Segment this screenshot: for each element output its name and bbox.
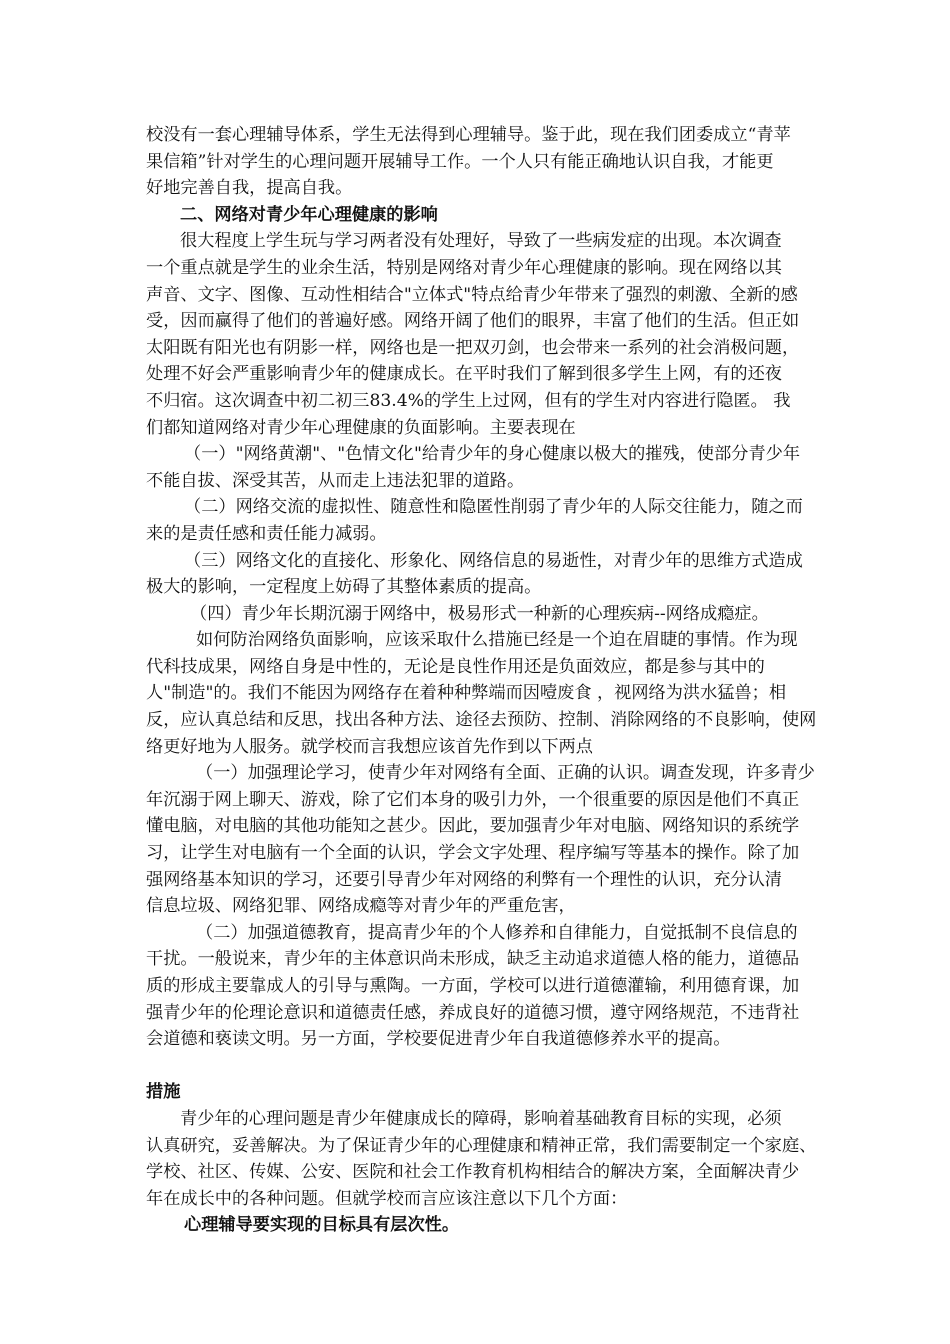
text-line: 一个重点就是学生的业余生活，特别是网络对青少年心理健康的影响。现在网络以其 (146, 257, 782, 278)
text-line: 太阳既有阳光也有阴影一样，网络也是一把双刃剑，也会带来一系列的社会消极问题， (146, 337, 800, 358)
text-line: （一）"网络黄潮"、"色情文化"给青少年的身心健康以极大的摧残，使部分青少年 (184, 444, 801, 465)
text-line: 年沉溺于网上聊天、游戏，除了它们本身的吸引力外，一个很重要的原因是他们不真正 (146, 789, 800, 810)
text-line: 好地完善自我，提高自我。 (146, 178, 353, 199)
text-line: 极大的影响，一定程度上妨碍了其整体素质的提高。 (146, 577, 542, 598)
document-body (146, 122, 852, 1239)
text-line: 校没有一套心理辅导体系，学生无法得到心理辅导。鉴于此，现在我们团委成立“青苹 (146, 125, 791, 145)
text-line: 们都知道网络对青少年心理健康的负面影响。主要表现在 (146, 417, 576, 438)
text-line: 强青少年的伦理论意识和道德责任感，养成良好的道德习惯，遵守网络规范，不违背社 (146, 1002, 800, 1023)
text-line: 强网络基本知识的学习，还要引导青少年对网络的利弊有一个理性的认识，充分认清 (146, 869, 782, 890)
text-line: 懂电脑，对电脑的其他功能知之甚少。因此，要加强青少年对电脑、网络知识的系统学 (146, 816, 800, 837)
text-line: 学校、社区、传媒、公安、医院和社会工作教育机构相结合的解决方案，全面解决青少 (146, 1162, 800, 1183)
text-line: 信息垃圾、网络犯罪、网络成瘾等对青少年的严重危害， (146, 896, 576, 917)
text-line: （二）网络交流的虚拟性、随意性和隐匿性削弱了青少年的人际交往能力，随之而 (184, 497, 803, 518)
text-line: 来的是责任感和责任能力减弱。 (146, 523, 387, 544)
text-line: 质的形成主要靠成人的引导与熏陶。一方面，学校可以进行道德灌输，利用德育课，加 (146, 976, 800, 996)
text-line: 络更好地为人服务。就学校而言我想应该首先作到以下两点 (146, 736, 593, 757)
text-line: 反，应认真总结和反思，找出各种方法、途径去预防、控制、消除网络的不良影响，使网 (146, 710, 817, 731)
text-line: （四）青少年长期沉溺于网络中，极易形式一种新的心理疾病--网络成瘾症。 (190, 603, 769, 624)
section-heading: 措施 (146, 1082, 181, 1103)
text-line: （二）加强道德教育，提高青少年的个人修养和自律能力，自觉抵制不良信息的 (196, 922, 798, 943)
text-line: 果信箱”针对学生的心理问题开展辅导工作。一个人只有能正确地认识自我，才能更 (146, 151, 774, 172)
text-line: 干扰。一般说来，青少年的主体意识尚未形成，缺乏主动追求道德人格的能力，道德品 (146, 949, 800, 970)
text-line: 认真研究，妥善解决。为了保证青少年的心理健康和精神正常，我们需要制定一个家庭、 (146, 1135, 817, 1156)
text-line: 如何防治网络负面影响，应该采取什么措施已经是一个迫在眉睫的事情。作为现 (196, 630, 798, 651)
text-line: 不归宿。这次调查中初二初三83.4%的学生上过网，但有的学生对内容进行隐匿。 我 (146, 390, 791, 411)
text-line: 声音、文字、图像、互动性相结合"立体式"特点给青少年带来了强烈的刺激、全新的感 (146, 284, 798, 305)
text-line: 受，因而赢得了他们的普遍好感。网络开阔了他们的眼界，丰富了他们的生活。但正如 (146, 311, 800, 332)
text-line: 人"制造"的。我们不能因为网络存在着种种弊端而因噎废食 ，视网络为洪水猛兽；相 (146, 683, 787, 704)
text-line: 不能自拔、深受其苦，从而走上违法犯罪的道路。 (146, 470, 525, 491)
blank-line (146, 1053, 852, 1080)
text-line: 处理不好会严重影响青少年的健康成长。在平时我们了解到很多学生上网，有的还夜 (146, 364, 782, 385)
text-line: 很大程度上学生玩与学习两者没有处理好，导致了一些病发症的出现。本次调查 (180, 231, 782, 252)
text-line: （三）网络文化的直接化、形象化、网络信息的易逝性，对青少年的思维方式造成 (184, 550, 803, 571)
text-line: 代科技成果，网络自身是中性的，无论是良性作用还是负面效应，都是参与其中的 (146, 656, 765, 677)
text-line: 习，让学生对电脑有一个全面的认识，学会文字处理、程序编写等基本的操作。除了加 (146, 843, 800, 864)
text-line: 青少年的心理问题是青少年健康成长的障碍，影响着基础教育目标的实现，必须 (180, 1108, 782, 1129)
text-line: 会道德和亵读文明。另一方面，学校要促进青少年自我道德修养水平的提高。 (146, 1029, 731, 1050)
section-heading: 二、网络对青少年心理健康的影响 (180, 204, 438, 225)
text-line: 年在成长中的各种问题。但就学校而言应该注意以下几个方面： (146, 1188, 628, 1209)
section-heading: 心理辅导要实现的目标具有层次性。 (184, 1215, 460, 1236)
text-line: （一）加强理论学习，使青少年对网络有全面、正确的认识。调查发现，许多青少 (196, 763, 815, 784)
